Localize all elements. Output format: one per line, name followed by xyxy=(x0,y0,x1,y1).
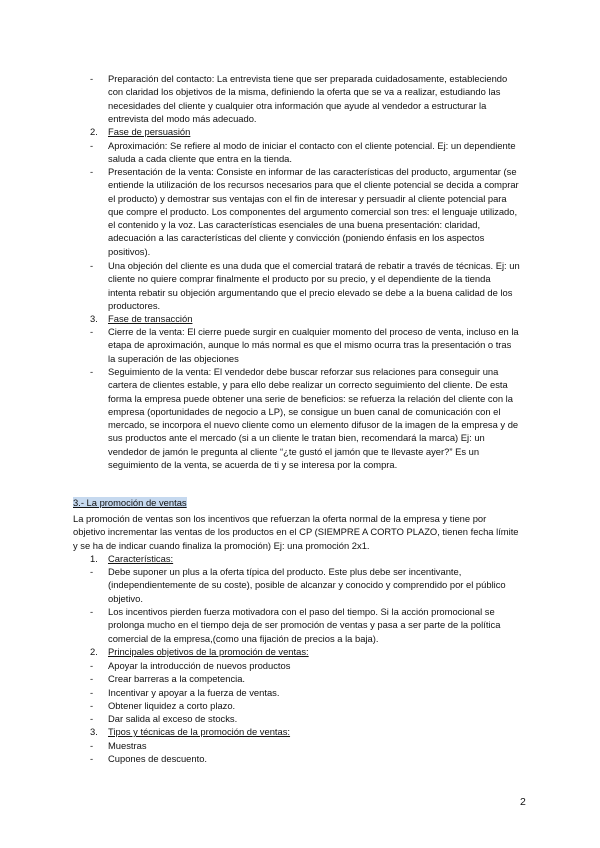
bullet-preparacion xyxy=(90,72,520,125)
bullet-text: Cierre de la venta: El cierre puede surgir en cualquier momento del proceso de venta, incluso en la etapa de aproximación, aunque lo más normal es que el mismo ocurra tras la presentación o tras la superación de las objeciones xyxy=(108,326,519,364)
bullet-text: Seguimiento de la venta: El vendedor debe buscar reforzar sus relaciones para conseguir una cartera de clientes estable, y para ello debe realizar un correcto seguimiento del cliente. De esta forma la empresa puede obtener una serie de beneficios: se refuerza la relación del cliente con la empresa (oportunidades de negocio a LP), se consigue un buen canal de comunicación con el mercado, se incorpora el nuevo cliente como un elemento difusor de la imagen de la empresa y de sus productos ante el mercado (si a un cliente le tratan bien, recomendará la marca) Ej: un vendedor de jamón le pregunta al cliente “¿te gustó el jamón que te llevaste ayer?” Es un seguimiento de la venta, se acuerda de ti y se interesa por la compra. xyxy=(108,366,519,471)
bullet-dash xyxy=(90,259,93,272)
bullet-text: Presentación de la venta: Consiste en informar de las características del producto, argumentar (se entiende la utilización de los recursos necesarios para que el cliente potencial se decida a comprar el producto) y demostrar sus ventajas con el fin de interesar y persuadir al cliente potencial para que compre el producto. Los componentes del argumento comercial son tres: el lenguaje utilizado, el contenido y la voz. Las características esenciales de una buena presentación: claridad, adecuación a las características del cliente y convicción (poniendo énfasis en los aspectos positivos). xyxy=(108,166,519,257)
heading-underlined: Tipos y técnicas de la promoción de ventas: xyxy=(108,726,291,737)
bullet-text: Muestras xyxy=(108,740,147,751)
heading-text xyxy=(90,725,290,738)
bullet-dash xyxy=(90,605,93,618)
bullet-seguimiento xyxy=(90,365,520,471)
numbered-heading-2 xyxy=(90,125,520,138)
bullet-dash xyxy=(90,165,93,178)
number-label: 1. xyxy=(90,553,98,564)
number-label: 2. xyxy=(90,126,98,137)
heading-text: Características: xyxy=(108,553,174,564)
bullet-objecion xyxy=(90,259,520,312)
bullet-dash xyxy=(90,139,93,152)
bullet-apoyar xyxy=(90,659,520,672)
heading-underlined: Principales objetivos de la promoción de ventas: xyxy=(108,646,309,657)
bullet-presentacion xyxy=(90,165,520,258)
bullet-text: Obtener liquidez a corto plazo. xyxy=(108,700,236,711)
bullet-dash xyxy=(90,72,93,85)
bullet-stocks xyxy=(90,712,520,725)
bullet-plus xyxy=(90,565,520,605)
bullet-dash xyxy=(90,365,93,378)
number-label: 3. xyxy=(90,726,98,737)
heading-text: Fase de transacción xyxy=(108,313,193,324)
bullet-text: Una objeción del cliente es una duda que el comercial tratará de rebatir a través de técnicas. Ej: un cliente no quiere comprar finalmente el producto por su precio, y el dependiente de la tienda intenta rebatir su objeción argumentando que el precio elevado se debe a la buena calidad de los productores. xyxy=(108,260,520,311)
bullet-text: Debe suponer un plus a la oferta típica del producto. Este plus debe ser incentivante,(independientemente de su coste), posible de alcanzar y conocido y comprendido por el público objetivo. xyxy=(108,566,506,604)
number-label: 2. xyxy=(90,646,98,657)
bullet-dash xyxy=(90,739,93,752)
bullet-incentivar xyxy=(90,686,520,699)
numbered-heading-1 xyxy=(90,552,520,565)
bullet-text: Apoyar la introducción de nuevos productos xyxy=(108,660,291,671)
section-heading-text: 3.- La promoción de ventas xyxy=(73,497,187,508)
heading-text: Fase de persuasión xyxy=(108,126,191,137)
bullet-dash xyxy=(90,325,93,338)
bullet-cupones xyxy=(90,752,520,765)
bullet-text: Los incentivos pierden fuerza motivadora con el paso del tiempo. Si la acción promocional se prolonga mucho en el tiempo deja de ser promoción de ventas y pasa a ser parte de la política comercial de la empresa,(como una fijación de precios a la baja). xyxy=(108,606,501,644)
bullet-text: Crear barreras a la competencia. xyxy=(108,673,246,684)
intro-paragraph: La promoción de ventas son los incentivos que refuerzan la oferta normal de la empresa y tiene por objetivo incrementar las ventas de los productos en el CP (SIEMPRE A CORTO PLAZO, tienen fecha límite y se ha de indicar cuando finaliza la promoción) Ej: una promoción 2x1. xyxy=(73,513,519,551)
bullet-dash xyxy=(90,686,93,699)
bullet-barreras xyxy=(90,672,520,685)
bullet-muestras xyxy=(90,739,520,752)
page-number: 2 xyxy=(520,796,526,808)
bullet-dash xyxy=(90,565,93,578)
bullet-text: Aproximación: Se refiere al modo de iniciar el contacto con el cliente potencial. Ej: un dependiente saluda a cada cliente que entra en la tienda. xyxy=(108,140,516,165)
bullet-text: Cupones de descuento. xyxy=(108,753,208,764)
heading-text xyxy=(90,645,309,658)
bullet-dash xyxy=(90,699,93,712)
numbered-heading-objetivos xyxy=(90,645,520,658)
bullet-dash xyxy=(90,752,93,765)
numbered-heading-3 xyxy=(90,312,520,325)
bullet-text: Dar salida al exceso de stocks. xyxy=(108,713,238,724)
bullet-dash xyxy=(90,712,93,725)
numbered-heading-tipos xyxy=(90,725,520,738)
bullet-dash xyxy=(90,659,93,672)
bullet-liquidez xyxy=(90,699,520,712)
bullet-incentivos xyxy=(90,605,520,645)
number-label: 3. xyxy=(90,313,98,324)
section-heading xyxy=(73,496,187,509)
bullet-text: Incentivar y apoyar a la fuerza de ventas. xyxy=(108,687,280,698)
bullet-cierre xyxy=(90,325,520,365)
bullet-dash xyxy=(90,672,93,685)
bullet-text: Preparación del contacto: La entrevista tiene que ser preparada cuidadosamente, estableciendo con claridad los objetivos de la misma, definiendo la oferta que se va a realizar, estudiando las necesidades del cliente y cualquier otra información que ayude al vendedor a estructurar la entrevista del modo más adecuado. xyxy=(108,73,508,124)
bullet-aproximacion xyxy=(90,139,520,166)
